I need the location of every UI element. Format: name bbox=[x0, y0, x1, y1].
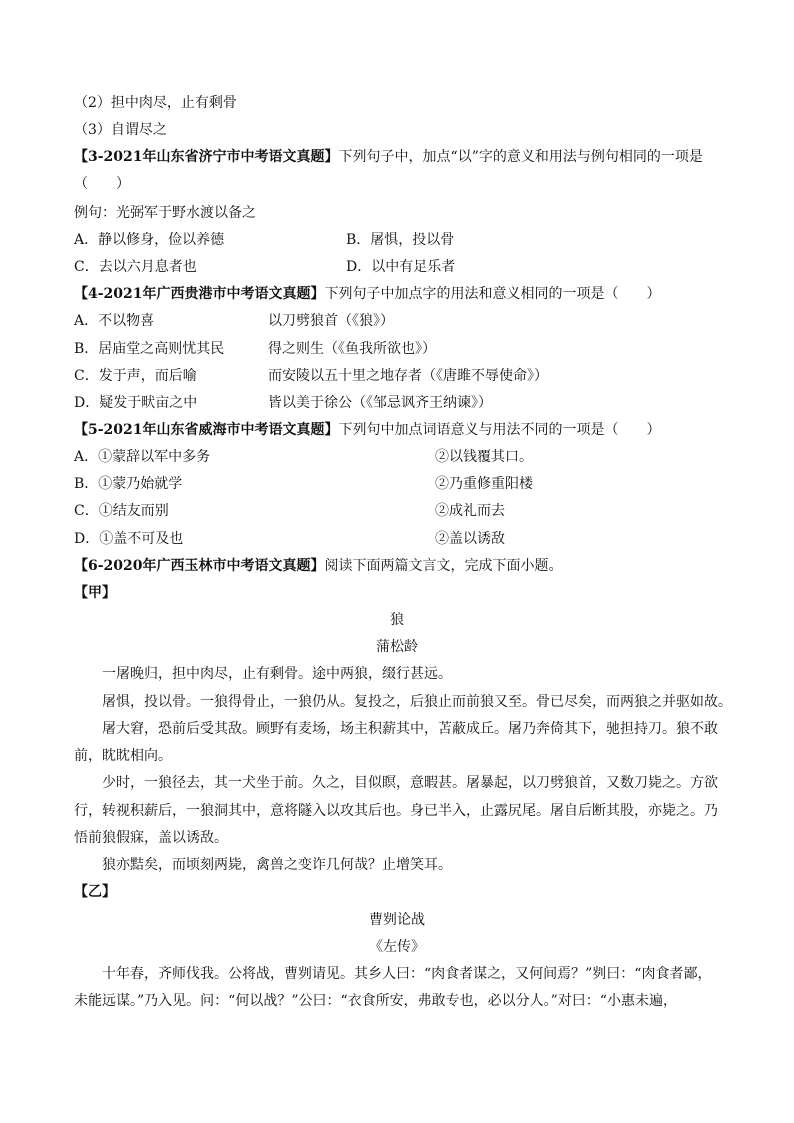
question-4-option-c: C．发于声，而后喻 bbox=[74, 368, 197, 384]
question-3-example: 例句：光弼军于野水渡以备之 bbox=[74, 205, 256, 221]
passage-jia-line: 屠惧，投以骨。一狼得骨止，一狼仍从。复投之，后狼止而前狼又至。骨已尽矣，而两狼之并驱如故。 bbox=[102, 694, 732, 710]
question-4-heading bbox=[74, 284, 661, 304]
passage-jia-line: 一屠晚归，担中肉尽，止有剩骨。途中两狼，缀行甚远。 bbox=[102, 666, 452, 682]
question-5-option-b-pair: ②乃重修重阳楼 bbox=[435, 476, 533, 492]
passage-jia-line: 前，眈眈相向。 bbox=[74, 748, 172, 764]
question-4-option-d: D．疑发于畎亩之中 bbox=[74, 395, 198, 411]
passage-jia-line: 悟前狼假寐，盖以诱敌。 bbox=[74, 830, 228, 846]
question-4-option-b: B．居庙堂之高则忧其民 bbox=[74, 341, 225, 357]
question-4-prompt: 下列句子中加点字的用法和意义相同的一项是（ ） bbox=[324, 286, 661, 302]
question-4-option-d-reference: 皆以美于徐公（《邹忌讽齐王纳谏》） bbox=[268, 395, 492, 411]
question-3-option-d: D．以中有足乐者 bbox=[346, 259, 456, 275]
question-4-option-a-reference: 以刀劈狼首（《狼》） bbox=[268, 313, 394, 329]
question-4-option-c-reference: 而安陵以五十里之地存者（《唐雎不辱使命》） bbox=[268, 368, 548, 384]
question-5-heading bbox=[74, 420, 661, 440]
question-5-option-b: B．①蒙乃始就学 bbox=[74, 476, 183, 492]
question-5-option-a-pair: ②以钱覆其口。 bbox=[435, 449, 533, 465]
passage-jia-line: 屠大窘，恐前后受其敌。顾野有麦场，场主积薪其中，苫蔽成丘。屠乃奔倚其下，驰担持刀。狼不敢 bbox=[102, 721, 718, 737]
question-6-heading bbox=[74, 556, 563, 576]
passage-jia-title: 狼 bbox=[390, 612, 404, 628]
question-3-option-a: A．静以修身，俭以养德 bbox=[74, 232, 225, 248]
question-3-option-b: B．屠惧，投以骨 bbox=[346, 232, 455, 248]
question-5-prompt: 下列句中加点词语意义与用法不同的一项是（ ） bbox=[338, 422, 661, 438]
question-5-option-d: D．①盖不可及也 bbox=[74, 531, 184, 547]
question-6-prompt: 阅读下面两篇文言文，完成下面小题。 bbox=[324, 558, 563, 574]
question-3-source: 【3-2021年山东省济宁市中考语文真题】 bbox=[74, 149, 339, 165]
passage-yi-marker: 【乙】 bbox=[74, 884, 116, 900]
passage-jia-line: 少时，一狼径去，其一犬坐于前。久之，目似瞑，意暇甚。屠暴起，以刀劈狼首，又数刀毙之。方欲 bbox=[102, 775, 718, 791]
question-4-option-b-reference: 得之则生（《鱼我所欲也》） bbox=[268, 341, 436, 357]
question-5-option-c: C．①结友而别 bbox=[74, 503, 169, 519]
question-3-prompt: 下列句子中，加点“以”字的意义和用法与例句相同的一项是 bbox=[338, 149, 703, 165]
passage-jia-line: 行，转视积薪后，一狼洞其中，意将隧入以攻其后也。身已半入，止露尻尾。屠自后断其股，亦毙之。乃 bbox=[74, 803, 718, 819]
question-4-source: 【4-2021年广西贵港市中考语文真题】 bbox=[74, 286, 325, 302]
question-3-blank: （ ） bbox=[74, 176, 130, 192]
question-5-option-d-pair: ②盖以诱敌 bbox=[435, 531, 505, 547]
passage-yi-line: 十年春，齐师伐我。公将战，曹刿请见。其乡人曰：“肉食者谋之，又何间焉？”刿曰：“肉食者鄙， bbox=[102, 966, 712, 982]
passage-yi-source: 《左传》 bbox=[369, 939, 425, 955]
question-5-option-a: A．①蒙辞以军中多务 bbox=[74, 449, 211, 465]
item-2: （2）担中肉尽，止有剩骨 bbox=[74, 95, 237, 111]
passage-yi-line: 未能远谋。”乃入见。问：“何以战？”公曰：“衣食所安，弗敢专也，必以分人。”对曰：“小惠未遍， bbox=[74, 993, 677, 1009]
question-4-option-a: A．不以物喜 bbox=[74, 313, 155, 329]
passage-yi-title: 曹刿论战 bbox=[369, 912, 425, 928]
passage-jia-marker: 【甲】 bbox=[74, 585, 116, 601]
item-3: （3）自谓尽之 bbox=[74, 122, 167, 138]
question-5-option-c-pair: ②成礼而去 bbox=[435, 503, 505, 519]
question-6-source: 【6-2020年广西玉林市中考语文真题】 bbox=[74, 558, 325, 574]
passage-jia-author: 蒲松龄 bbox=[376, 639, 418, 655]
question-5-source: 【5-2021年山东省威海市中考语文真题】 bbox=[74, 422, 339, 438]
question-3-heading bbox=[74, 147, 703, 167]
question-3-option-c: C．去以六月息者也 bbox=[74, 259, 197, 275]
passage-jia-line: 狼亦黠矣，而顷刻两毙，禽兽之变诈几何哉？止增笑耳。 bbox=[102, 857, 452, 873]
